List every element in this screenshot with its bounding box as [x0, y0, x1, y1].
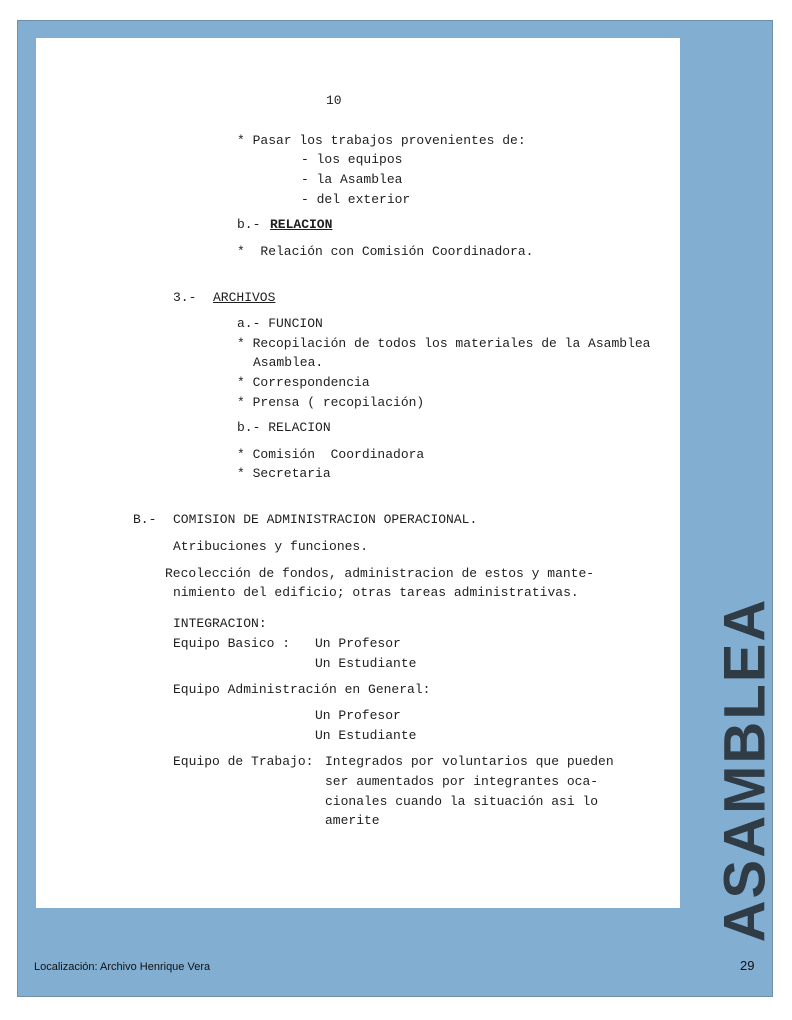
doc-line: Un Estudiante [315, 656, 417, 671]
doc-line: Un Profesor [315, 708, 401, 723]
doc-line: Equipo Basico : [173, 636, 291, 651]
doc-line: Recolección de fondos, administracion de estos y mante- [165, 566, 595, 581]
doc-heading: RELACION [270, 217, 333, 232]
source-caption: Localización: Archivo Henrique Vera [34, 961, 211, 973]
doc-heading: INTEGRACION: [173, 616, 267, 631]
doc-line: * Secretaria [237, 466, 331, 481]
section-title-vertical: ASAMBLEA [712, 597, 778, 943]
doc-line: amerite [325, 813, 380, 828]
doc-line: - la Asamblea [301, 172, 403, 187]
doc-line: 3.- [173, 290, 197, 305]
doc-line: - del exterior [301, 192, 411, 207]
doc-line: B.- [133, 512, 157, 527]
doc-line: * Comisión Coordinadora [237, 447, 425, 462]
doc-heading: ARCHIVOS [213, 290, 276, 305]
page-number: 29 [740, 958, 755, 973]
doc-line: b.- RELACION [237, 420, 331, 435]
doc-line: - los equipos [301, 152, 403, 167]
doc-line: ser aumentados por integrantes oca- [325, 774, 599, 789]
doc-line: b.- [237, 217, 261, 232]
doc-line: nimiento del edificio; otras tareas administrativas. [173, 585, 579, 600]
doc-line: * Correspondencia [237, 375, 370, 390]
doc-line: * Recopilación de todos los materiales de la Asamblea [237, 336, 651, 351]
doc-line: a.- FUNCION [237, 316, 323, 331]
doc-line: Un Profesor [315, 636, 401, 651]
doc-line: * Relación con Comisión Coordinadora. [237, 244, 534, 259]
doc-line: Asamblea. [253, 355, 324, 370]
doc-heading: COMISION DE ADMINISTRACION OPERACIONAL. [173, 512, 478, 527]
doc-line: Atribuciones y funciones. [173, 539, 369, 554]
doc-line: Un Estudiante [315, 728, 417, 743]
doc-line: Integrados por voluntarios que pueden [325, 754, 614, 769]
doc-line: * Prensa ( recopilación) [237, 395, 425, 410]
doc-line: Equipo Administración en General: [173, 682, 431, 697]
doc-line: Equipo de Trabajo: [173, 754, 314, 769]
doc-line: cionales cuando la situación asi lo [325, 794, 599, 809]
doc-line: * Pasar los trabajos provenientes de: [237, 133, 526, 148]
doc-page-number: 10 [326, 93, 342, 108]
